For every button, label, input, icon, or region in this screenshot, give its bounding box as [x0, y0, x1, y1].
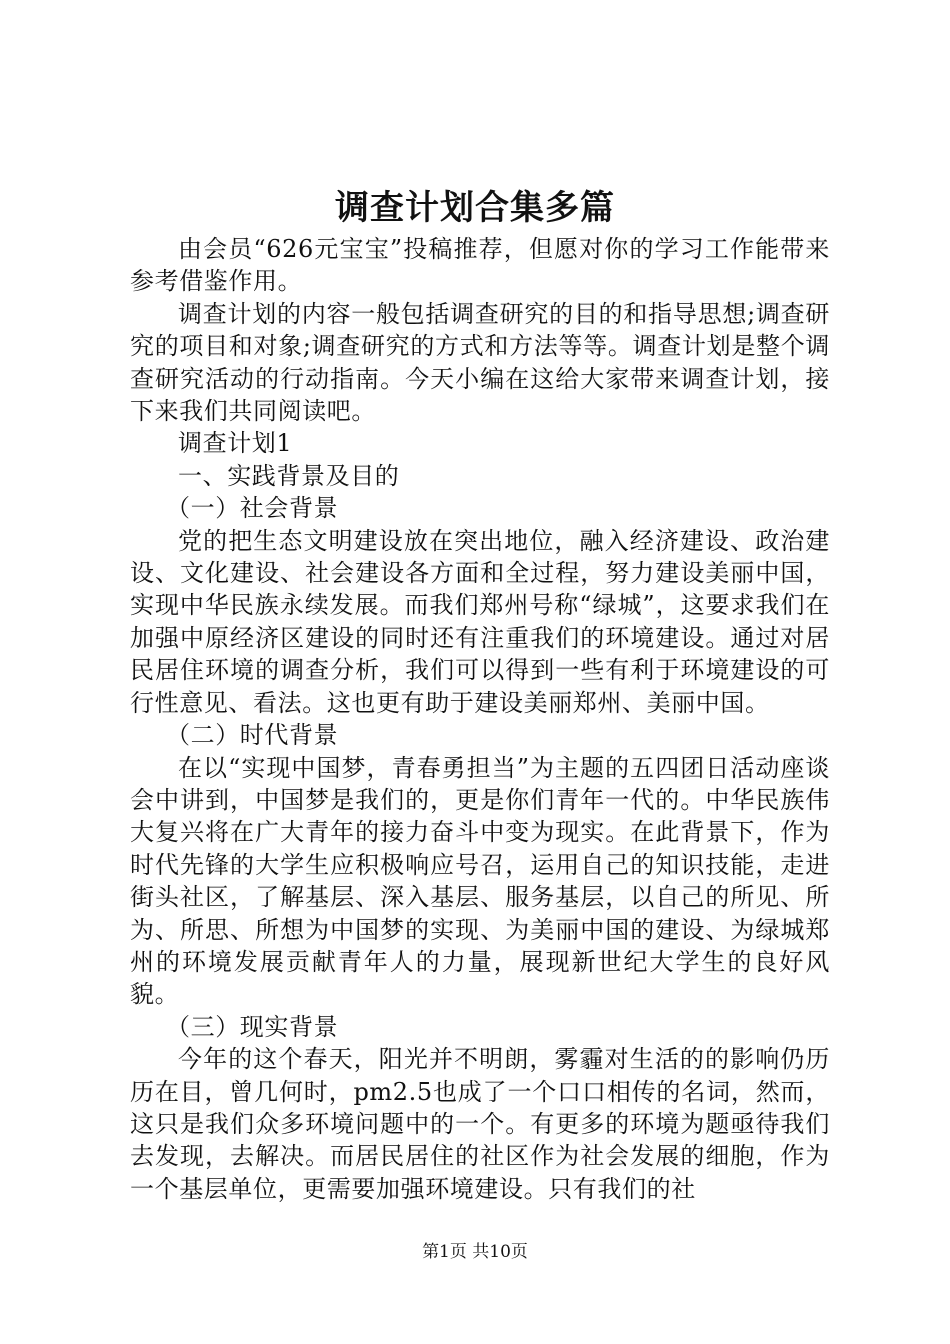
document-title: 调查计划合集多篇 [335, 188, 615, 228]
subsection-heading: （三）现实背景 [166, 1012, 339, 1041]
document-body [130, 233, 830, 1205]
page-footer: 第1页 共10页 [422, 1242, 528, 1262]
subsection-heading: （一）社会背景 [166, 494, 339, 523]
paragraph: 党的把生态文明建设放在突出地位，融入经济建设、政治建设、文化建设、社会建设各方面和全过程，努力建设美丽中国，实现中华民族永续发展。而我们郑州号称“绿城”，这要求我们在加强中原经济区建设的同时还有注重我们的环境建设。通过对居民居住环境的调查分析，我们可以得到一些有利于环境建设的可行性意见、看法。这也更有助于建设美丽郑州、美丽中国。 [130, 526, 830, 717]
paragraph: 由会员“626元宝宝”投稿推荐，但愿对你的学习工作能带来参考借鉴作用。 [130, 235, 830, 296]
paragraph: 在以“实现中国梦，青春勇担当”为主题的五四团日活动座谈会中讲到，中国梦是我们的，更是你们青年一代的。中华民族伟大复兴将在广大青年的接力奋斗中变为现实。在此背景下，作为时代先锋的大学生应积极响应号召，运用自己的知识技能，走进街头社区，了解基层、深入基层、服务基层，以自己的所见、所为、所思、所想为中国梦的实现、为美丽中国的建设、为绿城郑州的环境发展贡献青年人的力量，展现新世纪大学生的良好风貌。 [130, 753, 830, 1009]
section-heading: 调查计划1 [178, 429, 293, 458]
section-heading: 一、实践背景及目的 [178, 461, 400, 490]
paragraph: 今年的这个春天，阳光并不明朗，雾霾对生活的的影响仍历历在目，曾几何时，pm2.5也成了一个口口相传的名词，然而，这只是我们众多环境问题中的一个。有更多的环境为题亟待我们去发现，去解决。而居民居住的社区作为社会发展的细胞，作为一个基层单位，更需要加强环境建设。只有我们的社 [130, 1045, 830, 1203]
paragraph: 调查计划的内容一般包括调查研究的目的和指导思想;调查研究的项目和对象;调查研究的方式和方法等等。调查计划是整个调查研究活动的行动指南。今天小编在这给大家带来调查计划，接下来我们共同阅读吧。 [130, 299, 830, 426]
subsection-heading: （二）时代背景 [166, 721, 339, 750]
